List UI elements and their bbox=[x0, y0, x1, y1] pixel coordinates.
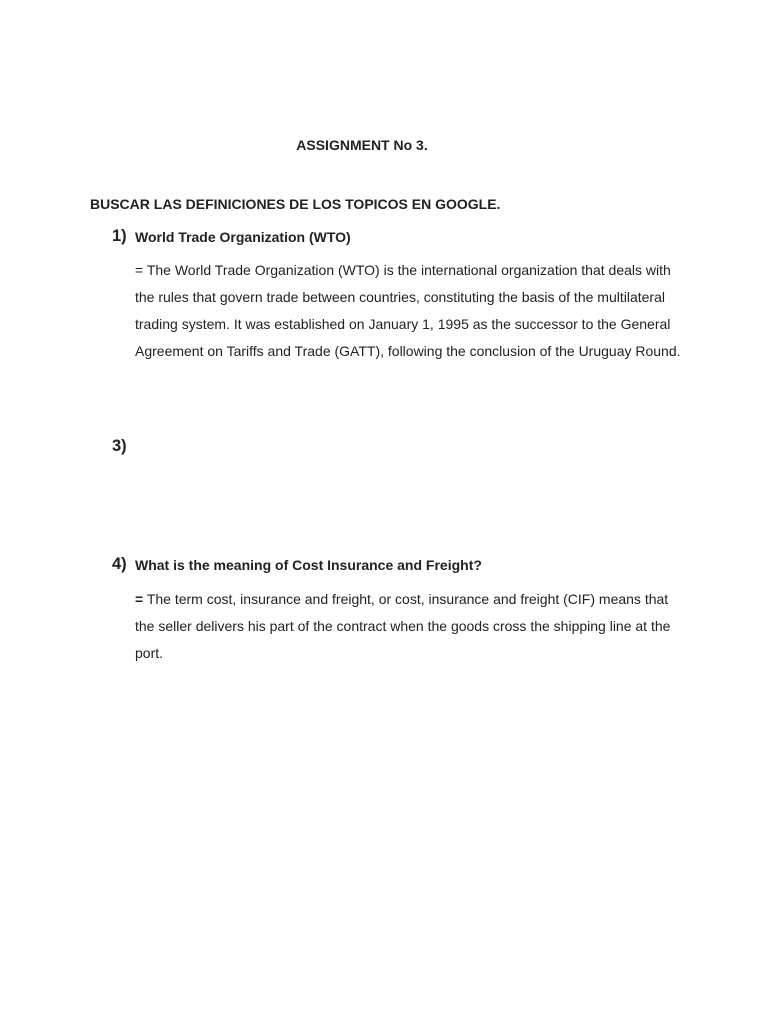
item-1-answer-prefix: = bbox=[135, 262, 144, 278]
item-1-question: World Trade Organization (WTO) bbox=[135, 229, 351, 245]
assignment-title: ASSIGNMENT No 3. bbox=[296, 137, 428, 153]
item-1-answer bbox=[135, 257, 685, 365]
item-1-answer-text: The World Trade Organization (WTO) is the international organization that deals with the rules that govern trade between countries, constituting the basis of the multilateral trading system. It was established on January 1, 1995 as the successor to the General Agreement on Tariffs and Trade (GATT), following the conclusion of the Uruguay Round. bbox=[135, 262, 681, 359]
item-4-number: 4) bbox=[112, 555, 127, 573]
item-4-answer bbox=[135, 586, 685, 667]
item-3-number: 3) bbox=[112, 437, 127, 455]
item-4-question: What is the meaning of Cost Insurance and Freight? bbox=[135, 557, 482, 573]
assignment-subtitle: BUSCAR LAS DEFINICIONES DE LOS TOPICOS EN GOOGLE. bbox=[90, 196, 501, 212]
item-4-answer-prefix: = bbox=[135, 591, 144, 607]
item-1-number: 1) bbox=[112, 227, 127, 245]
item-4-answer-text: The term cost, insurance and freight, or cost, insurance and freight (CIF) means that the seller delivers his part of the contract when the goods cross the shipping line at the port. bbox=[135, 591, 671, 661]
